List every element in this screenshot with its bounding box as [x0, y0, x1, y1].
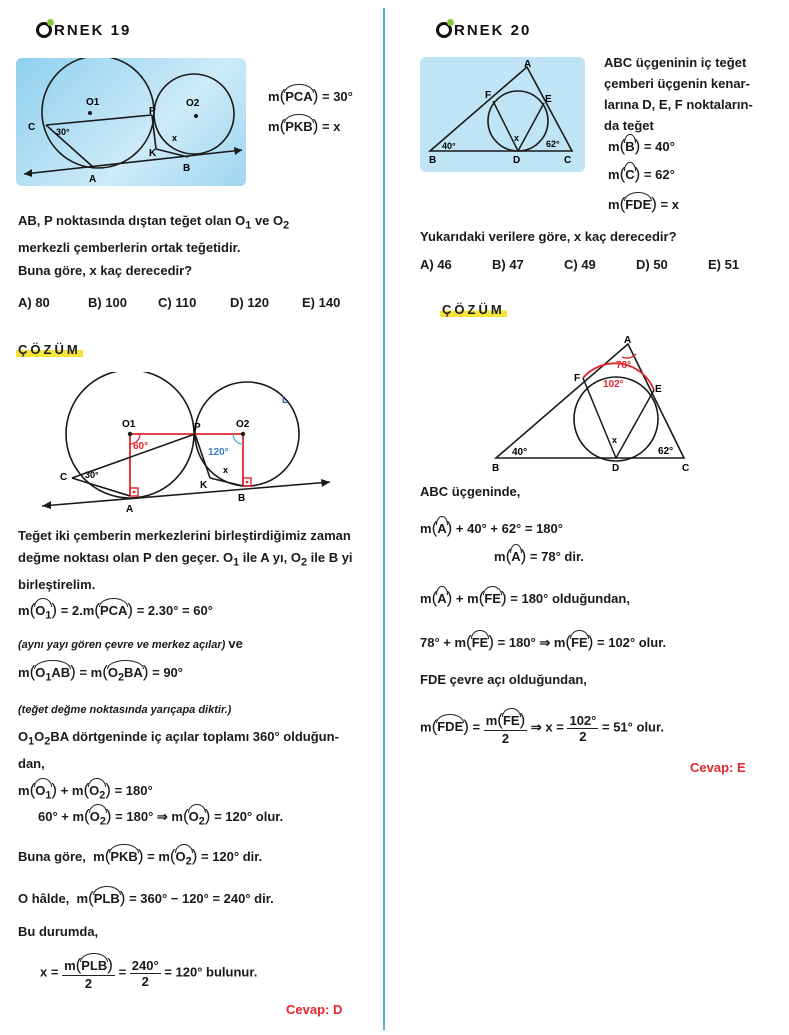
- ex20-angle-62-label: 62°: [546, 139, 560, 149]
- option-a-20[interactable]: A) 46: [420, 257, 452, 272]
- ornek-19-title: RNEK 19: [36, 22, 131, 39]
- question-20-options: [420, 254, 770, 276]
- equation-6: O hâlde, m(PLB) = 360° − 120° = 240° dir.: [18, 888, 274, 907]
- sol20-c-label: C: [682, 463, 690, 474]
- solution-20-figure: [486, 332, 706, 482]
- option-e-20[interactable]: E) 51: [708, 257, 740, 272]
- x-label: x: [172, 133, 178, 143]
- sol-c-label: C: [60, 472, 68, 483]
- sol20-a-label: A: [624, 335, 632, 346]
- equation-4: $60^\circ + m(O_2) = 180^\circ$ ⇒ $m(O_2) = 120^\circ$ olur.: [38, 806, 284, 828]
- note-2: (teğet değme noktasında yarıçapa diktir.): [18, 704, 232, 716]
- o1-label: O1: [86, 97, 100, 108]
- cozum-heading-right: ÇÖZÜM: [442, 302, 505, 317]
- solution-20-eq-5: m(FDE) = $\frac{m(FE)}{2}$ ⇒ x = $\frac{102^\circ}{2}$ = 51° olur.: [420, 710, 664, 746]
- question-20-ask: Yukarıdaki verilere göre, x kaç derecedir?: [420, 229, 677, 244]
- option-d[interactable]: D) 120: [230, 295, 270, 310]
- sol20-x-label: x: [612, 435, 618, 445]
- sol20-angle-62-label: 62°: [658, 446, 674, 457]
- solution20-diagram: [486, 332, 706, 477]
- given-angle-pca: m(PCA) = 30°: [268, 86, 353, 105]
- sol20-angle-40-label: 40°: [512, 447, 528, 458]
- ex20-x-label: x: [514, 133, 520, 143]
- equation-2: $m(O_1AB) = m(O_2BA) = 90^\circ$: [18, 662, 183, 684]
- ornek-20-title: RNEK 20: [436, 22, 531, 39]
- ex20-c-label: C: [564, 155, 572, 166]
- solution-19-paragraph: Teğet iki çemberin merkezlerini birleştirdiğimiz zaman değme noktası olan P den geçer. $O_1$ ile A yı, $O_2$ ile B yi birleştirelim.: [18, 528, 353, 592]
- ex20-d-label: D: [513, 155, 521, 166]
- c-label: C: [28, 122, 36, 133]
- solution-20-eq-3: m(A) + m(FE) = 180° olduğundan,: [420, 588, 630, 607]
- option-b[interactable]: B) 100: [88, 295, 128, 310]
- example19-figure: [16, 58, 246, 186]
- k-label: K: [149, 148, 157, 159]
- given-angle-pkb: m(PKB) = x: [268, 116, 341, 135]
- ornek-logo-icon: [36, 22, 52, 38]
- example20-diagram: [420, 57, 585, 172]
- solution19-diagram: [30, 372, 340, 522]
- sol-p-label: P: [194, 422, 201, 433]
- ex20-a-label: A: [524, 59, 532, 70]
- sol20-angle-102-label: 102°: [603, 379, 624, 390]
- ex20-b-label: B: [429, 155, 437, 166]
- solution-20-eq-4: 78° + m(FE) = 180° ⇒ m(FE) = 102° olur.: [420, 632, 667, 651]
- question-19-text: AB, P noktasında dıştan teğet olan $O_1$ ve $O_2$ merkezli çemberlerin ortak teğetidir.: [18, 213, 290, 255]
- option-b-20[interactable]: B) 47: [492, 257, 524, 272]
- ex20-e-label: E: [545, 94, 552, 105]
- ex20-angle-40-label: 40°: [442, 141, 456, 151]
- sol-a-label: A: [126, 504, 134, 515]
- question-19-options: [18, 292, 368, 314]
- ex20-f-label: F: [485, 90, 492, 101]
- equation-3: $m(O_1) + m(O_2) = 180^\circ$: [18, 780, 153, 802]
- ornek-logo-icon-2: [436, 22, 452, 38]
- answer-19: Cevap: D: [286, 1002, 343, 1017]
- column-divider: [383, 8, 385, 1030]
- solution-20-line-1: ABC üçgeninde,: [420, 484, 521, 499]
- solution-20-eq-2: m(A) = 78° dir.: [494, 546, 584, 565]
- cozum-heading-left: ÇÖZÜM: [18, 342, 81, 357]
- given-angle-fde: m(FDE) = x: [608, 194, 679, 213]
- equation-1: $m(O_1) = 2.m(PCA) = 2.30^\circ = 60^\circ$: [18, 600, 213, 622]
- option-c-20[interactable]: C) 49: [564, 257, 596, 272]
- option-c[interactable]: C) 110: [158, 295, 197, 310]
- given-angle-c: m(C) = 62°: [608, 164, 675, 183]
- sol-x-label: x: [223, 465, 229, 475]
- answer-20: Cevap: E: [690, 760, 746, 775]
- equation-7-intro: Bu durumda,: [18, 924, 99, 939]
- note-1: (aynı yayı gören çevre ve merkez açılar) ve: [18, 636, 243, 651]
- solution-20-eq-1: m(A) + 40° + 62° = 180°: [420, 518, 563, 537]
- option-d-20[interactable]: D) 50: [636, 257, 668, 272]
- option-a[interactable]: A) 80: [18, 295, 50, 310]
- sol-o1-label: O1: [122, 419, 136, 430]
- sol-angle-30-label: 30°: [85, 470, 99, 480]
- sol-o2-label: O2: [236, 419, 250, 430]
- angle-30-label: 30°: [56, 127, 70, 137]
- sol-l-label: L: [282, 395, 289, 406]
- question-19-ask: Buna göre, x kaç derecedir?: [18, 263, 193, 278]
- sol-angle-120-label: 120°: [208, 447, 229, 458]
- o2-label: O2: [186, 98, 200, 109]
- sol-b-label: B: [238, 493, 246, 504]
- p-label: P: [149, 106, 156, 117]
- solution-19-figure: [30, 372, 340, 527]
- given-angle-b: m(B) = 40°: [608, 136, 675, 155]
- question-20-intro: ABC üçgeninin iç teğet çemberi üçgenin kenar- larına D, E, F noktaların- da teğet: [604, 55, 753, 133]
- sol20-b-label: B: [492, 463, 500, 474]
- sol20-f-label: F: [574, 373, 581, 384]
- b-label: B: [183, 163, 191, 174]
- example20-figure: [420, 57, 585, 172]
- sol-k-label: K: [200, 480, 208, 491]
- sol20-angle-78-label: 78°: [616, 360, 632, 371]
- equation-5: Buna göre, $m(PKB) = m(O_2) = 120^\circ$ dir.: [18, 846, 263, 868]
- option-e[interactable]: E) 140: [302, 295, 341, 310]
- solution-20-line-5: FDE çevre açı olduğundan,: [420, 672, 587, 687]
- sol20-d-label: D: [612, 463, 620, 474]
- equation-7: x = $\frac{\text{m(PLB)}}{2}$ = $\frac{240^\circ}{2}$ = 120° bulunur.: [40, 955, 258, 991]
- solution-19-paragraph-2: $O_1O_2BA$ dörtgeninde iç açılar toplamı 360° olduğun- dan,: [18, 729, 339, 771]
- sol20-e-label: E: [655, 384, 662, 395]
- example19-diagram: [16, 58, 246, 186]
- a-label: A: [89, 174, 97, 185]
- sol-angle-60-label: 60°: [133, 441, 149, 452]
